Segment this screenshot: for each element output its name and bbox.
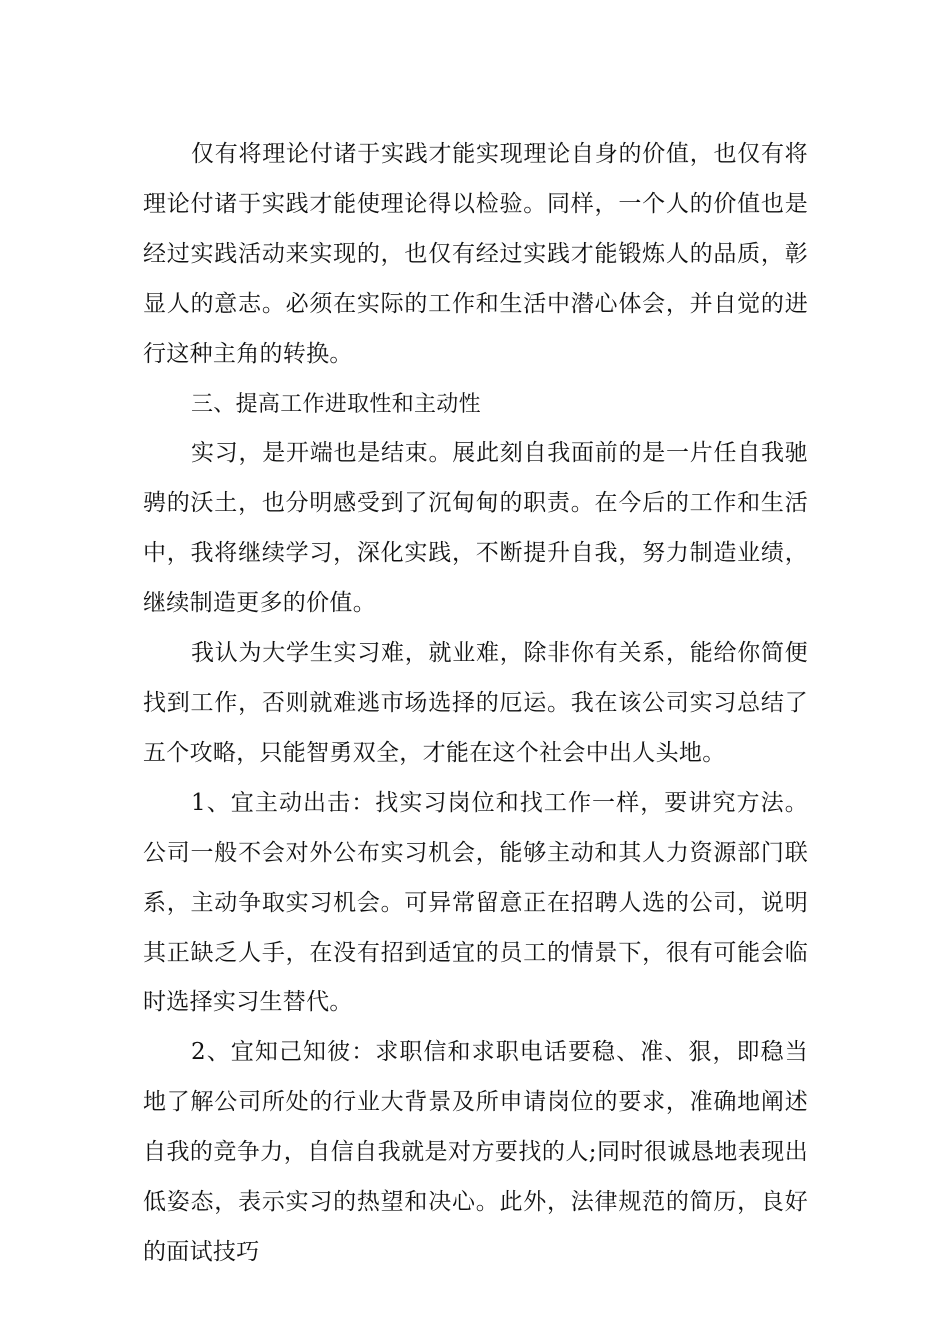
paragraph-job-difficulty: 我认为大学生实习难，就业难，除非你有关系，能给你简便找到工作，否则就难逃市场选择的厄运。我在该公司实习总结了五个攻略，只能智勇双全，才能在这个社会中出人头地。: [143, 640, 808, 766]
section-heading-three: 三、提高工作进取性和主动性: [191, 391, 481, 417]
paragraph-internship-reflection: 实习，是开端也是结束。展此刻自我面前的是一片任自我驰骋的沃土，也分明感受到了沉甸甸的职责。在今后的工作和生活中，我将继续学习，深化实践，不断提升自我，努力制造业绩，继续制造更多的价值。: [143, 440, 808, 617]
paragraph-tip-one: 1、宜主动出击：找实习岗位和找工作一样，要讲究方法。公司一般不会对外公布实习机会，能够主动和其人力资源部门联系，主动争取实习机会。可异常留意正在招聘人选的公司，说明其正缺乏人手，在没有招到适宜的员工的情景下，很有可能会临时选择实习生替代。: [143, 789, 808, 1016]
document-body: [143, 130, 808, 1278]
paragraph-tip-two: 2、宜知己知彼：求职信和求职电话要稳、准、狠，即稳当地了解公司所处的行业大背景及所申请岗位的要求，准确地阐述自我的竞争力，自信自我就是对方要找的人;同时很诚恳地表现出低姿态，表示实习的热望和决心。此外，法律规范的简历，良好的面试技巧: [143, 1039, 808, 1265]
paragraph-theory-practice: 仅有将理论付诸于实践才能实现理论自身的价值，也仅有将理论付诸于实践才能使理论得以检验。同样，一个人的价值也是经过实践活动来实现的，也仅有经过实践才能锻炼人的品质，彰显人的意志。必须在实际的工作和生活中潜心体会，并自觉的进行这种主角的转换。: [143, 141, 808, 367]
